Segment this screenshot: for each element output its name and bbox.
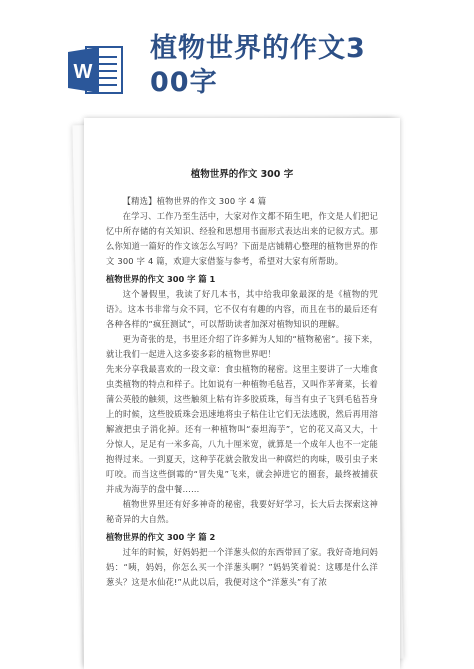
header-banner bbox=[0, 0, 474, 112]
document-paragraph: 更为奇张的是，书里还介绍了许多鲜为人知的“植物秘密”。接下来，就让我们一起进入这多姿多彩的植物世界吧！ bbox=[106, 334, 379, 359]
page-title bbox=[150, 32, 460, 100]
page-title-line-2: 00字 bbox=[150, 67, 218, 98]
word-icon-letter: W bbox=[73, 61, 93, 83]
document-paragraph: 过年的时候，好妈妈把一个洋葱头似的东西带回了家。我好奇地问妈妈：“咦，妈妈，你怎么买一个洋葱头啊？”妈妈笑着说：这哪是什么洋葱头？这是水仙花!”从此以后，我便对这个“洋葱头”有了浓 bbox=[106, 547, 378, 587]
page-title-line-1: 植物世界的作文3 bbox=[150, 33, 366, 64]
document-body bbox=[106, 194, 378, 590]
document-title: 植物世界的作文 300 字 bbox=[190, 169, 294, 180]
document-paragraph: 这个暑假里，我读了好几本书，其中给我印象最深的是《植物的咒语》。这本书非常与众不同，它不仅有有趣的内容，而且在书的最后还有各种各样的“疯狂测试”，可以帮助读者加深对植物知识的理解。 bbox=[106, 289, 378, 329]
word-document-icon bbox=[66, 44, 124, 96]
section-heading: 植物世界的作文 300 字 篇 1 bbox=[106, 274, 216, 284]
document-page bbox=[84, 118, 400, 669]
document-paragraph: 植物世界里还有好多神奇的秘密，我要好好学习，长大后去探索这神秘奇异的大自然。 bbox=[106, 499, 378, 524]
document-paragraph: 【精选】植物世界的作文 300 字 4 篇 bbox=[122, 196, 267, 206]
document-paragraph: 先来分享我最喜欢的一段文章：食虫植物的秘密。这里主要讲了一大堆食虫类植物的特点和样子。比如说有一种植物毛毡苔，又叫作茅膏菜，长着蒲公英般的触须，这些触须上粘有许多胶质珠，每当有虫子飞到毛毡苔身上的时候，这些胶质珠会迅速地将虫子粘住让它们无法逃脱，然后再用溶解液把虫子消化掉。还有一种植物叫“泰坦海芋”，它的花又高又大，十分惊人，足足有一米多高，八九十厘米宽，就算是一个成年人也不一定能抱得过来。一到夏天，这种芋花就会散发出一种腐烂的肉味，吸引虫子来叮咬。而当这些倒霉的“冒失鬼”飞来，就会掉进它的圈套，最终被捕获并成为海芋的盘中餐…… bbox=[106, 364, 378, 494]
document-paragraph: 在学习、工作乃至生活中，大家对作文都不陌生吧，作文是人们把记忆中所存储的有关知识、经验和思想用书面形式表达出来的记叙方式。那么你知道一篇好的作文该怎么写吗？下面是店铺精心整理的植物世界的作文 300 字 4 篇，欢迎大家借鉴与参考，希望对大家有所帮助。 bbox=[106, 211, 378, 266]
section-heading: 植物世界的作文 300 字 篇 2 bbox=[106, 532, 216, 542]
